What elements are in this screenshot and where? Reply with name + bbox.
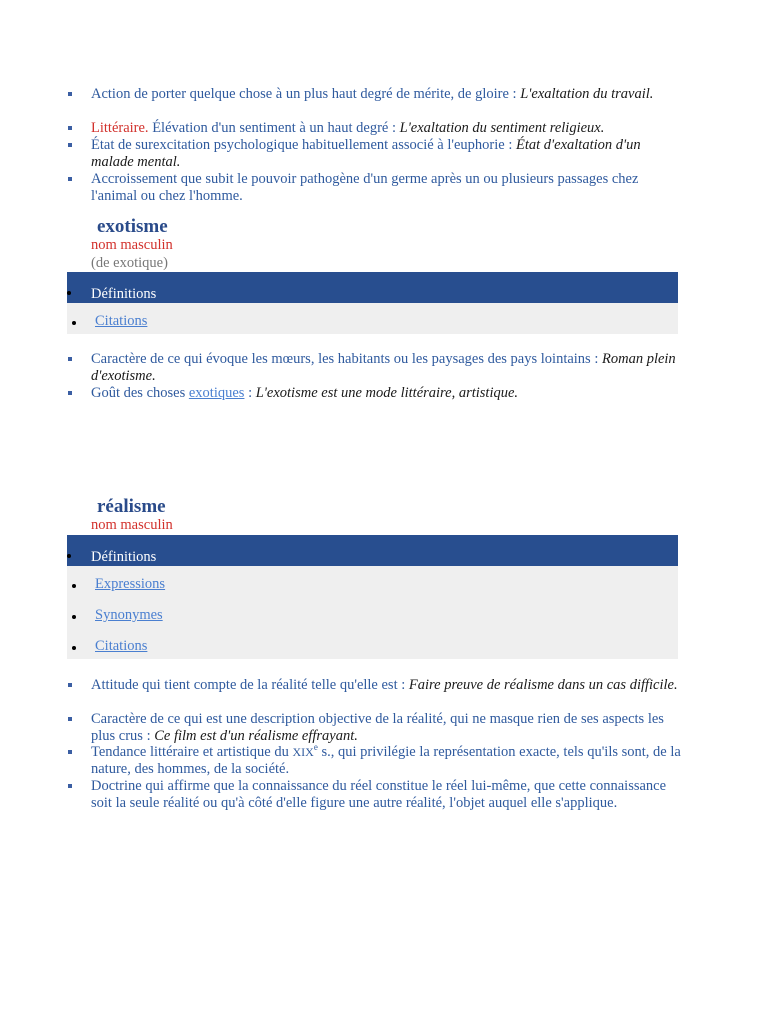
bullet-icon bbox=[72, 646, 76, 650]
bullet-icon bbox=[72, 584, 76, 588]
bullet-icon bbox=[72, 321, 76, 325]
tab-citations-link[interactable]: Citations bbox=[95, 313, 148, 329]
exaltation-definition-2 bbox=[91, 120, 681, 137]
realisme-definition-3 bbox=[91, 744, 681, 778]
definition-text: Tendance littéraire et artistique du bbox=[91, 744, 293, 760]
tab-citations-link[interactable]: Citations bbox=[95, 638, 148, 654]
square-bullet-icon bbox=[68, 683, 72, 687]
definition-example: Roman plein d'exotisme. bbox=[91, 351, 676, 384]
tab-citations[interactable] bbox=[67, 303, 678, 334]
square-bullet-icon bbox=[68, 126, 72, 130]
exotiques-link[interactable]: exotiques bbox=[188, 385, 245, 401]
century-numeral: XIX bbox=[292, 745, 314, 759]
definition-example: Faire preuve de réalisme dans un cas difficile. bbox=[408, 677, 678, 693]
bullet-icon bbox=[67, 291, 71, 295]
tab-citations[interactable] bbox=[67, 628, 678, 659]
etymology: (de exotique) bbox=[91, 255, 168, 271]
superscript: e bbox=[313, 742, 318, 753]
tab-definitions-label: Définitions bbox=[91, 549, 157, 565]
definition-example: L'exaltation du sentiment religieux. bbox=[399, 120, 605, 136]
square-bullet-icon bbox=[68, 92, 72, 96]
exaltation-definition-1 bbox=[91, 86, 681, 103]
square-bullet-icon bbox=[68, 357, 72, 361]
realisme-definition-1 bbox=[91, 677, 681, 694]
square-bullet-icon bbox=[68, 391, 72, 395]
definition-text: Action de porter quelque chose à un plus haut degré de mérite, de gloire : bbox=[91, 86, 521, 102]
square-bullet-icon bbox=[68, 717, 72, 721]
headword-exotisme: exotisme bbox=[97, 216, 168, 237]
headword-realisme: réalisme bbox=[97, 496, 166, 517]
exotisme-definition-2 bbox=[91, 385, 681, 402]
part-of-speech: nom masculin bbox=[91, 237, 173, 253]
definition-example: L'exotisme est une mode littéraire, artistique. bbox=[255, 385, 519, 401]
definition-example: L'exaltation du travail. bbox=[520, 86, 654, 102]
tab-expressions[interactable] bbox=[67, 566, 678, 597]
exotisme-definition-1 bbox=[91, 351, 681, 385]
tab-expressions-link[interactable]: Expressions bbox=[95, 576, 166, 592]
definition-text: État de surexcitation psychologique habituellement associé à l'euphorie : bbox=[91, 137, 516, 153]
tab-definitions[interactable] bbox=[67, 272, 678, 303]
tab-synonymes-link[interactable]: Synonymes bbox=[95, 607, 163, 623]
square-bullet-icon bbox=[68, 784, 72, 788]
exaltation-definition-4 bbox=[91, 171, 681, 205]
definition-text: Accroissement que subit le pouvoir pathogène d'un germe après un ou plusieurs passages chez l'animal ou chez l'homme. bbox=[91, 171, 639, 204]
definition-text: Caractère de ce qui évoque les mœurs, les habitants ou les paysages des pays lointains : bbox=[91, 351, 602, 367]
bullet-icon bbox=[72, 615, 76, 619]
definition-text: Attitude qui tient compte de la réalité telle qu'elle est : bbox=[91, 677, 409, 693]
tab-synonymes[interactable] bbox=[67, 597, 678, 628]
definition-text: Doctrine qui affirme que la connaissance du réel constitue le réel lui-même, que cette connaissance soit la seule réalité ou qu'à côté d'elle figure une autre réalité, l'objet auquel elle s'applique. bbox=[91, 778, 667, 811]
definition-text: Caractère de ce qui est une description objective de la réalité, qui ne masque rien de ses aspects les plus crus : bbox=[91, 711, 664, 744]
exaltation-definition-3 bbox=[91, 137, 681, 171]
square-bullet-icon bbox=[68, 143, 72, 147]
definition-text: Goût des choses bbox=[91, 385, 189, 401]
definition-text: s., qui privilégie la représentation exacte, tels qu'ils sont, de la nature, des hommes, de la société. bbox=[91, 744, 681, 777]
bullet-icon bbox=[67, 554, 71, 558]
square-bullet-icon bbox=[68, 750, 72, 754]
realisme-definition-2 bbox=[91, 711, 681, 745]
definition-example: Ce film est d'un réalisme effrayant. bbox=[154, 728, 358, 744]
square-bullet-icon bbox=[68, 177, 72, 181]
definition-example: État d'exaltation d'un malade mental. bbox=[91, 137, 641, 170]
tab-definitions-label: Définitions bbox=[91, 286, 157, 302]
realisme-definition-4 bbox=[91, 778, 681, 812]
part-of-speech: nom masculin bbox=[91, 517, 173, 533]
tab-definitions[interactable] bbox=[67, 535, 678, 566]
definition-text: : bbox=[244, 385, 256, 401]
definition-text: Élévation d'un sentiment à un haut degré : bbox=[148, 120, 400, 136]
usage-label: Littéraire. bbox=[91, 120, 149, 136]
